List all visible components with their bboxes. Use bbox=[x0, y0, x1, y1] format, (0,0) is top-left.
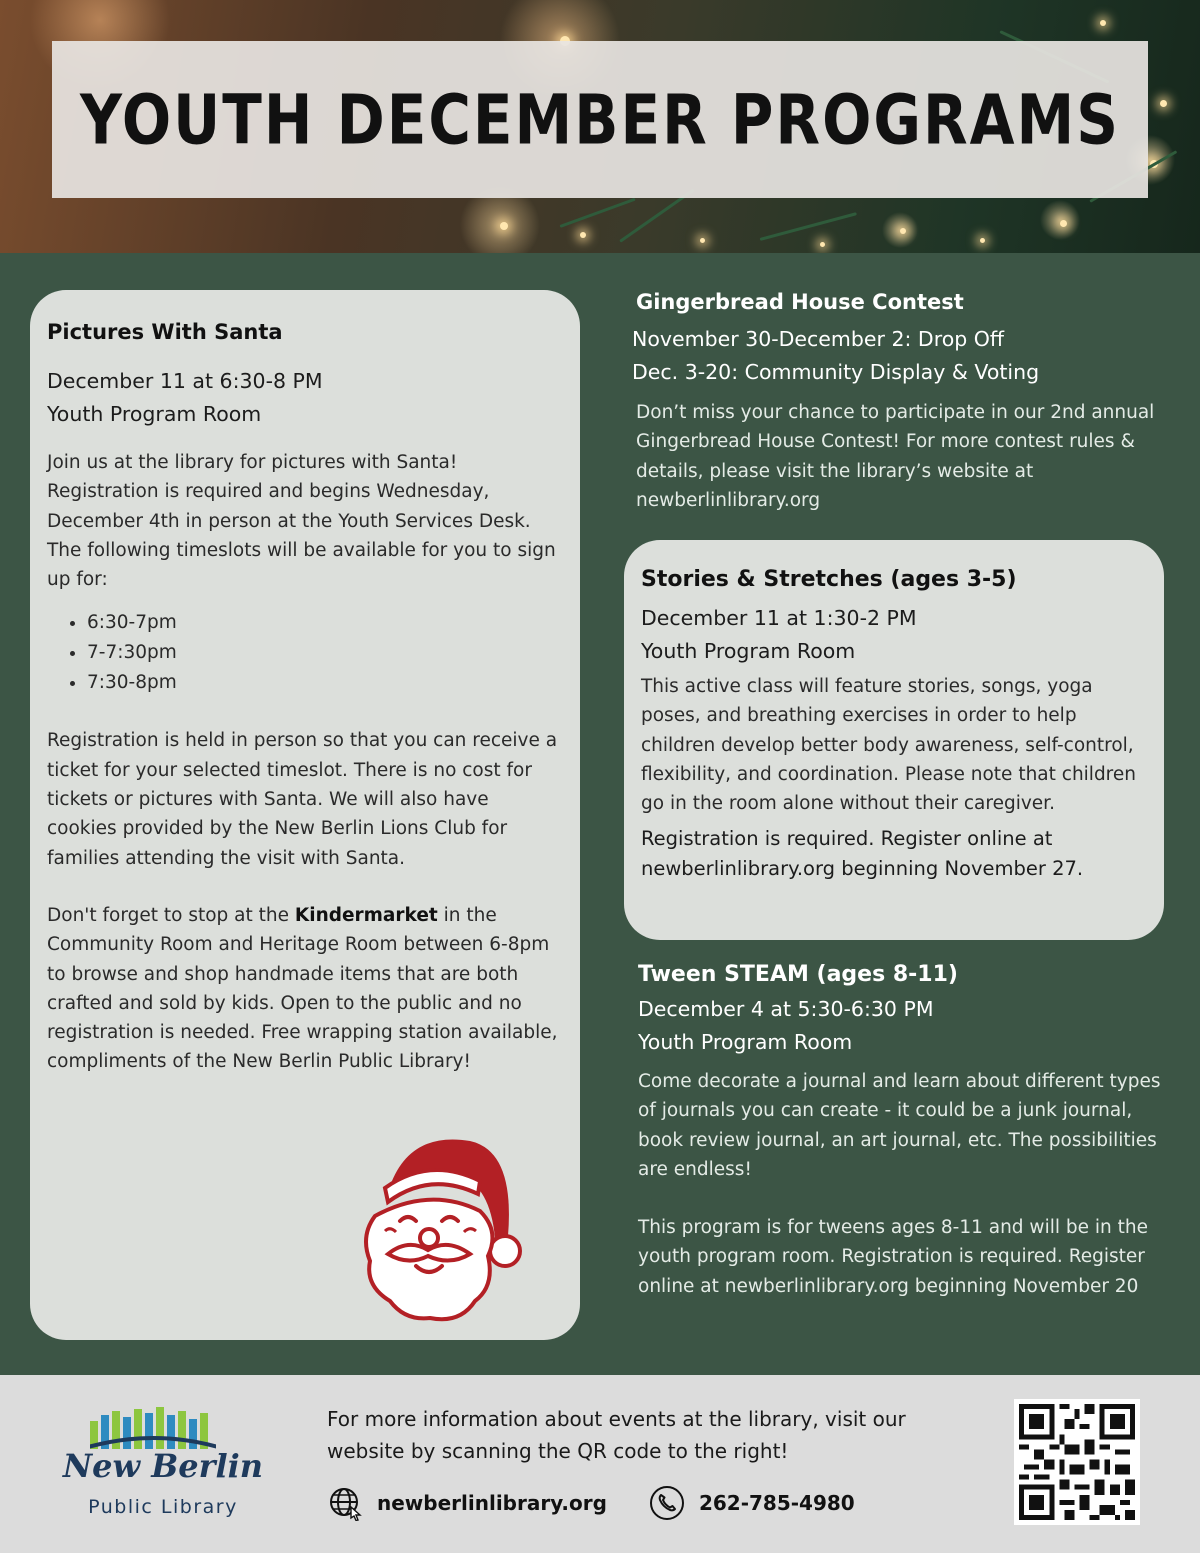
gingerbread-body: Don’t miss your chance to participate in our 2nd annual Gingerbread House Contest! For more contest rules & details, please visit the library’s website at newberlinlibrary.org bbox=[636, 402, 1155, 511]
bokeh-light bbox=[980, 238, 985, 243]
kindermarket-note bbox=[47, 901, 564, 1077]
bokeh-light bbox=[900, 228, 906, 234]
stories-title: Stories & Stretches (ages 3-5) bbox=[641, 567, 1017, 592]
santa-title: Pictures With Santa bbox=[47, 320, 283, 344]
bokeh-light bbox=[580, 232, 586, 238]
timeslot-item: • 7:30-8pm bbox=[87, 668, 564, 698]
stories-location: Youth Program Room bbox=[641, 639, 856, 663]
gingerbread-dropoff: November 30-December 2: Drop Off bbox=[632, 327, 1005, 351]
website-contact[interactable] bbox=[327, 1485, 607, 1521]
stories-registration: Registration is required. Register online at newberlinlibrary.org beginning November 27. bbox=[641, 827, 1084, 881]
footer-info: For more information about events at the library, visit our website by scanning the QR code to the right! bbox=[327, 1407, 906, 1463]
bokeh-light bbox=[700, 238, 705, 243]
kinder-text: Don't forget to stop at the bbox=[47, 904, 295, 926]
bokeh-light bbox=[1060, 220, 1067, 227]
bokeh-light bbox=[820, 242, 825, 247]
page-title: YOUTH DECEMBER PROGRAMS bbox=[79, 79, 1121, 160]
santa-date: December 11 at 6:30-8 PM bbox=[47, 369, 323, 393]
tween-title: Tween STEAM (ages 8-11) bbox=[638, 962, 958, 987]
bokeh-light bbox=[1100, 20, 1106, 26]
phone-number[interactable]: 262-785-4980 bbox=[698, 1491, 855, 1515]
stories-program-card bbox=[624, 540, 1164, 940]
title-band bbox=[52, 41, 1148, 198]
santa-intro: Join us at the library for pictures with Santa! Registration is required and begins Wednesday, December 4th in person at the Youth Services Desk. The following timeslots will be available for you to sign up for: bbox=[47, 452, 556, 591]
footer bbox=[0, 1375, 1200, 1553]
kindermarket-name: Kindermarket bbox=[294, 904, 438, 926]
bokeh-light bbox=[1160, 100, 1167, 107]
pine-needle bbox=[760, 212, 857, 241]
santa-face-icon bbox=[330, 1126, 530, 1326]
timeslot-item: • 6:30-7pm bbox=[87, 608, 564, 638]
timeslot-item: • 7-7:30pm bbox=[87, 638, 564, 668]
gingerbread-title: Gingerbread House Contest bbox=[636, 290, 964, 314]
website-link[interactable]: newberlinlibrary.org bbox=[377, 1491, 607, 1515]
stories-date: December 11 at 1:30-2 PM bbox=[641, 606, 917, 630]
library-logo[interactable] bbox=[48, 1405, 278, 1535]
stories-body: This active class will feature stories, songs, yoga poses, and breathing exercises in order to help children develop better body awareness, self-control, flexibility, and coordination. Please note that children go in the room alone without their caregiver. bbox=[641, 676, 1136, 815]
santa-location: Youth Program Room bbox=[47, 402, 262, 426]
tween-registration: This program is for tweens ages 8-11 and will be in the youth program room. Registration is required. Register online at newberlinlibrary.org beginning November 20 bbox=[638, 1217, 1148, 1297]
tween-body: Come decorate a journal and learn about different types of journals you can create - it could be a junk journal, book review journal, an art journal, etc. The possibilities are endless! bbox=[638, 1071, 1161, 1180]
header-banner bbox=[0, 0, 1200, 253]
tween-location: Youth Program Room bbox=[638, 1030, 853, 1054]
santa-program-card bbox=[30, 290, 580, 1340]
tween-date: December 4 at 5:30-6:30 PM bbox=[638, 997, 934, 1021]
globe-icon bbox=[327, 1485, 363, 1521]
phone-icon bbox=[649, 1485, 685, 1521]
book-spines-icon bbox=[90, 1407, 216, 1449]
kinder-text: in the Community Room and Heritage Room between 6-8pm to browse and shop handmade items that are both crafted and sold by kids. Open to the public and no registration is needed. Free wrapping station available, compliments of the New Berlin Public Library! bbox=[47, 904, 558, 1073]
gingerbread-display: Dec. 3-20: Community Display & Voting bbox=[632, 360, 1040, 384]
bokeh-light bbox=[500, 222, 508, 230]
santa-registration: Registration is held in person so that you can receive a ticket for your selected timeslot. There is no cost for tickets or pictures with Santa. We will also have cookies provided by the New Berlin Lions Club for families attending the visit with Santa. bbox=[47, 730, 558, 869]
gingerbread-section bbox=[632, 290, 1172, 515]
phone-contact[interactable] bbox=[649, 1485, 855, 1521]
qr-code-icon[interactable] bbox=[1014, 1399, 1140, 1525]
pine-needle bbox=[559, 198, 635, 228]
contact-row bbox=[327, 1485, 855, 1521]
tween-steam-section bbox=[638, 962, 1168, 1301]
timeslot-list bbox=[47, 608, 564, 698]
logo-name: New Berlin bbox=[62, 1447, 264, 1485]
logo-subtitle: Public Library bbox=[88, 1496, 238, 1518]
